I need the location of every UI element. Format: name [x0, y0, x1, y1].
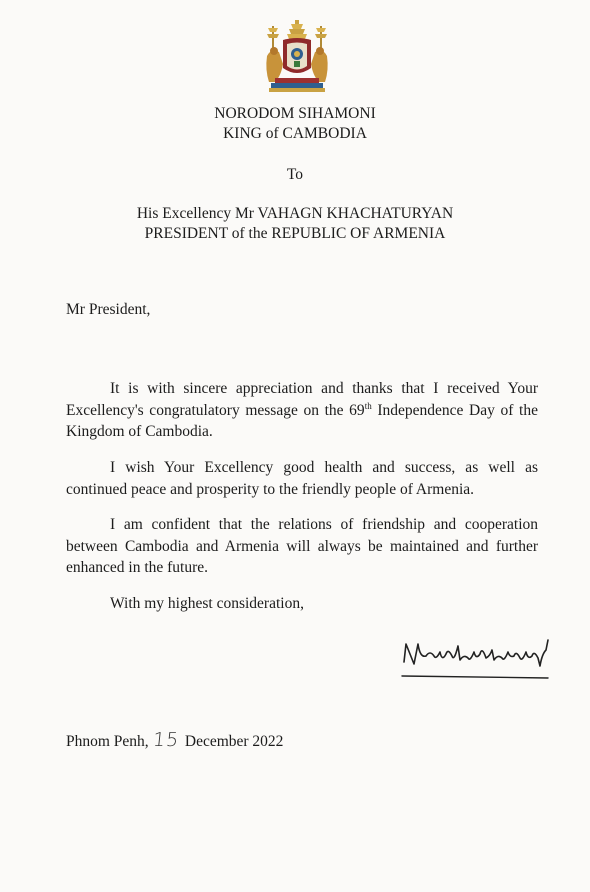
paragraph-appreciation-text: It is with sincere appreciation and thanks that I received Your Excellency's congratulatory message on the 69 — [66, 380, 538, 419]
closing-line: With my highest consideration, — [110, 595, 304, 612]
to-label: To — [286, 166, 304, 183]
paragraph-wishes-text: I wish Your Excellency good health and success, as well as continued peace and prosperity to the friendly people of Armenia. — [66, 459, 538, 498]
royal-emblem-icon — [263, 20, 331, 94]
sender-name: NORODOM SIHAMONI — [214, 105, 376, 122]
paragraph-relations — [66, 514, 538, 579]
paragraph-wishes — [66, 457, 538, 500]
paragraph-relations-text: I am confident that the relations of friendship and cooperation between Cambodia and Armenia will always be maintained and further enhanced in the future. — [66, 516, 538, 576]
handwritten-day: 15 — [151, 729, 181, 751]
sender-title: KING of CAMBODIA — [223, 125, 367, 142]
addressee-title: PRESIDENT of the REPUBLIC OF ARMENIA — [144, 225, 446, 242]
ordinal-suffix: th — [364, 400, 372, 411]
paragraph-appreciation-text-end: Independence Day of the Kingdom of Cambodia. — [66, 401, 538, 440]
place: Phnom Penh, — [66, 733, 149, 750]
handwritten-signature — [400, 636, 556, 682]
paragraph-appreciation — [66, 378, 538, 443]
salutation: Mr President, — [66, 301, 151, 318]
addressee-name: His Excellency Mr VAHAGN KHACHATURYAN — [136, 205, 454, 222]
place-and-date — [66, 730, 283, 752]
month-year: December 2022 — [184, 733, 284, 750]
